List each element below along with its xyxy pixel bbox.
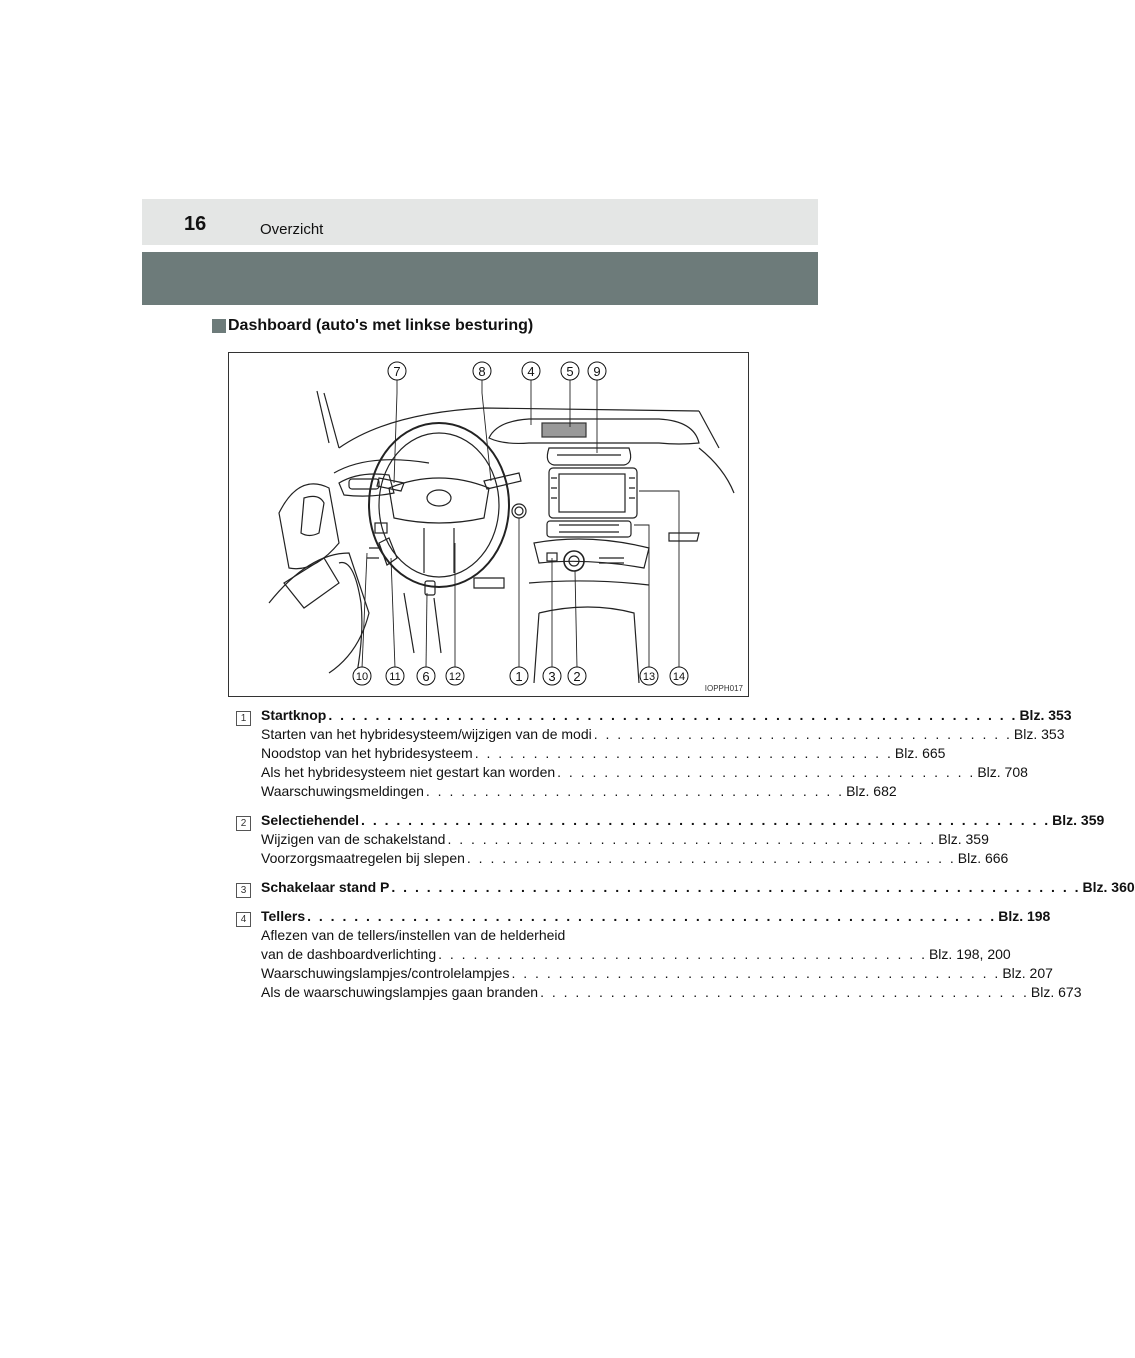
page-reference: Blz. 673 xyxy=(1030,984,1082,1000)
callouts-top xyxy=(388,362,606,380)
dashboard-illustration xyxy=(228,352,749,697)
item-entry xyxy=(236,907,1051,926)
page-reference: Blz. 359 xyxy=(938,831,989,847)
page-reference: Blz. 360 xyxy=(1082,879,1135,895)
callout-label: 4 xyxy=(527,364,535,379)
page-reference: Blz. 207 xyxy=(1002,965,1053,981)
leader-dots: . . . . . . . . . . . . . . . . . . . . . . . . . . . . . . . . . . . . . . . . . . xyxy=(466,850,956,866)
callout-label: 12 xyxy=(448,671,462,683)
item-title: Startknop xyxy=(261,707,327,723)
item-title: Selectiehendel xyxy=(261,812,360,828)
section-band xyxy=(142,252,818,305)
page-reference: Blz. 353 xyxy=(1013,726,1065,742)
sub-entry xyxy=(261,964,1053,983)
section-heading: Dashboard (auto's met linkse besturing) xyxy=(228,317,534,334)
item-number-badge: 2 xyxy=(236,816,251,831)
leader-dots: . . . . . . . . . . . . . . . . . . . . . . . . . . . . . . . . . . . . . . . . . . . . . . . . . . . . . . . . . . . xyxy=(307,908,997,924)
header-bar xyxy=(142,199,818,245)
sub-entry xyxy=(261,926,726,945)
figure-code: IOPPH017 xyxy=(704,684,743,693)
sub-entry-label: Voorzorgsmaatregelen bij slepen xyxy=(261,850,465,866)
item-list xyxy=(236,706,1135,1012)
sub-entry-label: Noodstop van het hybridesysteem xyxy=(261,745,473,761)
leader-dots: . . . . . . . . . . . . . . . . . . . . . . . . . . . . . . . . . . . . . . . . . . . . . . . . . . . . . . . . . . . xyxy=(328,707,1018,723)
item-entry xyxy=(236,706,1072,725)
list-item xyxy=(236,811,1105,868)
sub-entry-label: Aflezen van de tellers/instellen van de helderheid xyxy=(261,927,566,943)
sub-entry xyxy=(261,763,1028,782)
leader-dots: . . . . . . . . . . . . . . . . . . . . . . . . . . . . . . . . . . . . xyxy=(593,726,1012,742)
leader-dots: . . . . . . . . . . . . . . . . . . . . . . . . . . . . . . . . . . . . xyxy=(425,783,845,799)
leader-dots: . . . . . . . . . . . . . . . . . . . . . . . . . . . . . . . . . . . . . . . . . . xyxy=(438,946,927,962)
leader-dots: . . . . . . . . . . . . . . . . . . . . . . . . . . . . . . . . . . . . . . . . . . . . . . . . . . . . . . . . . . . xyxy=(361,812,1051,828)
sub-entry xyxy=(261,744,946,763)
sub-entry-label: Starten van het hybridesysteem/wijzigen van de modi xyxy=(261,726,592,742)
sub-entry-label: Waarschuwingslampjes/controlelampjes xyxy=(261,965,510,981)
page-reference: Blz. 682 xyxy=(846,783,897,799)
item-number-badge: 1 xyxy=(236,711,251,726)
sub-entry xyxy=(261,782,897,801)
sub-entry-label: Als het hybridesysteem niet gestart kan worden xyxy=(261,764,556,780)
sub-entry xyxy=(261,983,1082,1002)
page-reference: Blz. 359 xyxy=(1052,812,1105,828)
dashboard-drawing xyxy=(229,353,748,696)
page-reference: Blz. 666 xyxy=(957,850,1009,866)
callout-label: 10 xyxy=(355,671,369,683)
page-reference: Blz. 198, 200 xyxy=(928,946,1011,962)
callout-label: 13 xyxy=(642,671,656,683)
list-item xyxy=(236,907,1082,1002)
section-bullet-icon xyxy=(212,319,226,333)
leader-dots: . . . . . . . . . . . . . . . . . . . . . . . . . . . . . . . . . . . . . . . . . . xyxy=(540,984,1029,1000)
callout-label: 11 xyxy=(389,671,401,683)
item-title: Tellers xyxy=(261,908,306,924)
page-number: 16 xyxy=(184,213,207,235)
callout-label: 2 xyxy=(573,669,581,684)
callout-label: 3 xyxy=(548,669,556,684)
page-reference: Blz. 353 xyxy=(1019,707,1072,723)
sub-entry xyxy=(261,725,1065,744)
item-number-badge: 4 xyxy=(236,912,251,927)
list-item xyxy=(236,706,1072,801)
sub-entry-label: Waarschuwingsmeldingen xyxy=(261,783,424,799)
sub-entry xyxy=(261,830,989,849)
page-reference: Blz. 198 xyxy=(998,908,1051,924)
leader-dots: . . . . . . . . . . . . . . . . . . . . . . . . . . . . . . . . . . . . . . . . . . xyxy=(447,831,937,847)
sub-entry xyxy=(261,945,1011,964)
sub-entry-label: Wijzigen van de schakelstand xyxy=(261,831,446,847)
callout-label: 7 xyxy=(393,364,401,379)
callout-label: 14 xyxy=(672,671,686,683)
leader-dots: . . . . . . . . . . . . . . . . . . . . . . . . . . . . . . . . . . . . xyxy=(474,745,893,761)
chapter-title: Overzicht xyxy=(260,221,324,238)
item-title: Schakelaar stand P xyxy=(261,879,390,895)
callout-label: 5 xyxy=(566,364,574,379)
page-reference: Blz. 708 xyxy=(977,764,1028,780)
leader-dots: . . . . . . . . . . . . . . . . . . . . . . . . . . . . . . . . . . . . . . . . . . xyxy=(511,965,1001,981)
callout-label: 1 xyxy=(515,669,523,684)
callout-label: 9 xyxy=(593,364,601,379)
item-number-badge: 3 xyxy=(236,883,251,898)
callout-label: 6 xyxy=(422,669,430,684)
sub-entry-label: van de dashboardverlichting xyxy=(261,946,437,962)
sub-entry-label: Als de waarschuwingslampjes gaan branden xyxy=(261,984,539,1000)
sub-entry xyxy=(261,849,1009,868)
leader-dots: . . . . . . . . . . . . . . . . . . . . . . . . . . . . . . . . . . . . . . . . . . . . . . . . . . . . . . . . . . . xyxy=(391,879,1081,895)
callout-label: 8 xyxy=(478,364,486,379)
item-entry xyxy=(236,878,1135,897)
list-item xyxy=(236,878,1135,897)
item-entry xyxy=(236,811,1105,830)
page-reference: Blz. 665 xyxy=(894,745,946,761)
leader-dots: . . . . . . . . . . . . . . . . . . . . . . . . . . . . . . . . . . . . xyxy=(557,764,976,780)
